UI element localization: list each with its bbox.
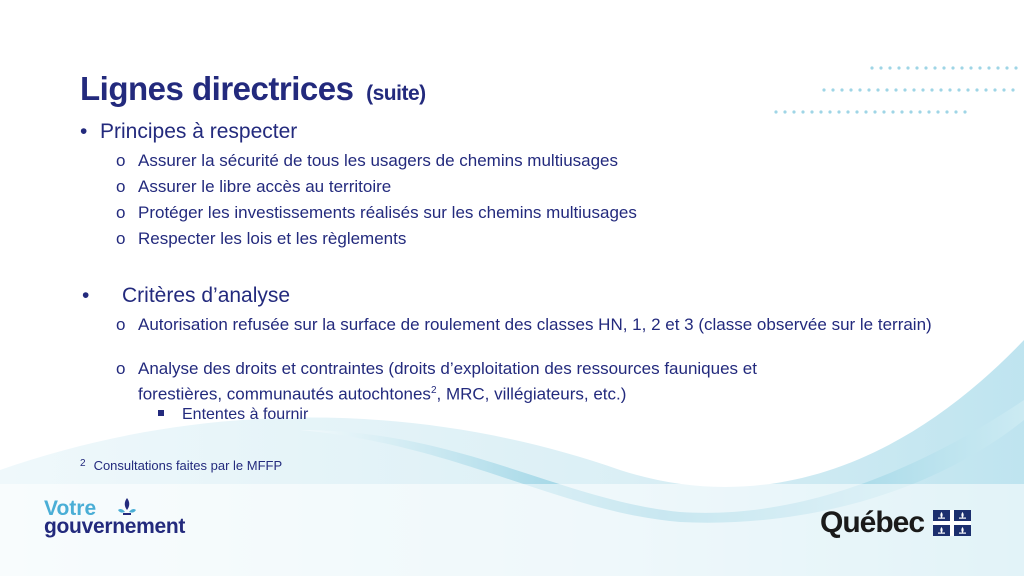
- footnote-number: 2: [80, 458, 86, 469]
- logo-line-1: Votre: [44, 497, 97, 520]
- section-heading: Critères d’analyse: [122, 284, 291, 307]
- circle-bullet: o: [116, 177, 126, 196]
- bullet: •: [80, 120, 88, 143]
- quebec-wordmark: Québec: [820, 506, 925, 539]
- list-item: [116, 176, 816, 198]
- sub-list-item: [158, 406, 308, 424]
- quebec-flag-icon: [933, 510, 971, 536]
- circle-bullet: o: [116, 229, 126, 248]
- list-item-text: Respecter les lois et les règlements: [138, 229, 407, 248]
- logo-line-2: gouvernement: [44, 515, 186, 538]
- dots-decoration: [774, 66, 1017, 113]
- list-item-text: Autorisation refusée sur la surface de roulement des classes HN, 1, 2 et 3 (classe observée sur le terrain): [138, 315, 932, 334]
- list-item-text: Analyse des droits et contraintes (droits d’exploitation des ressources fauniques et forestières, communautés autochtones$^2$, MRC, villégiateurs, etc.): [138, 359, 757, 404]
- title-main: Lignes directrices: [80, 70, 354, 107]
- sub-list-item-text: Ententes à fournir: [182, 406, 309, 423]
- list-item: [116, 314, 956, 336]
- footnote-text: Consultations faites par le MFFP: [93, 458, 283, 473]
- list-item-text: Assurer la sécurité de tous les usagers de chemins multiusages: [138, 151, 619, 170]
- list-item: [116, 150, 816, 172]
- footnote: [80, 458, 282, 473]
- bullet: •: [82, 284, 90, 307]
- square-bullet: [158, 410, 164, 416]
- section-criteres-heading: [82, 284, 290, 308]
- section-principes-heading: [80, 120, 297, 144]
- slide-title: [80, 70, 426, 108]
- circle-bullet: o: [116, 151, 126, 170]
- list-item: [116, 358, 836, 406]
- quebec-logo: [820, 506, 971, 542]
- circle-bullet: o: [116, 203, 126, 222]
- circle-bullet: o: [116, 359, 126, 378]
- list-item: [116, 202, 816, 224]
- list-item-text: Assurer le libre accès au territoire: [138, 177, 392, 196]
- circle-bullet: o: [116, 315, 126, 334]
- fleur-de-lis-icon: [114, 496, 140, 520]
- footnote-ref: 2: [430, 385, 437, 396]
- votre-gouvernement-logo: [44, 496, 204, 546]
- list-item-text: Protéger les investissements réalisés sur les chemins multiusages: [138, 203, 637, 222]
- section-heading: Principes à respecter: [100, 120, 298, 143]
- list-item: [116, 228, 816, 250]
- title-suffix: (suite): [366, 82, 426, 105]
